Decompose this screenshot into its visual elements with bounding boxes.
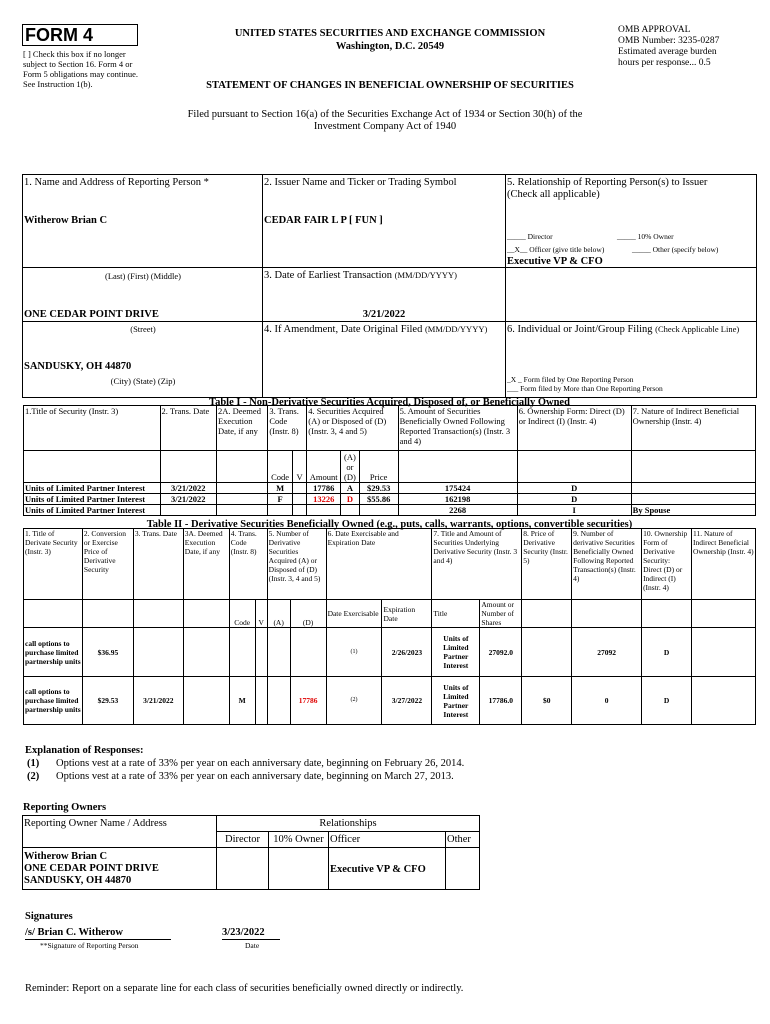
amend-label-text: 4. If Amendment, Date Original Filed [264,324,423,335]
t2-cell-deemed [183,677,229,725]
t2-cell-date [133,628,183,677]
t2-cell-nature [692,628,756,677]
t1-cell-date: 3/21/2022 [160,494,216,505]
omb-approval [618,25,758,69]
t1-cell-ad [341,505,359,516]
t2-sub-a: (A) [267,600,290,628]
t1-cell-nature: By Spouse [631,505,755,516]
t1-h2a: 2A. Deemed Execution Date, if any [216,406,267,451]
t2-cell-form: D [642,628,692,677]
owner-officer: Executive VP & CFO [330,864,426,875]
t1-sub-v: V [292,451,306,483]
filed-line: Filed pursuant to Section 16(a) of the Securities Exchange Act of 1934 or Section 30(h) of the [187,109,583,120]
t2-cell-dprice: $0 [522,677,572,725]
t2-h6: 6. Date Exercisable and Expiration Date [326,529,432,600]
t1-h5: 5. Amount of Securities Beneficially Owned Following Reported Transaction(s) (Instr. 3 and 4) [398,406,517,451]
t2-h5: 5. Number of Derivative Securities Acquired (A) or Disposed of (D) (Instr. 3, 4 and 5) [267,529,326,600]
t2-cell-owned: 27092 [572,628,642,677]
owner-name: Witherow Brian C [24,851,108,862]
t2-h7: 7. Title and Amount of Securities Underlying Derivative Security (Instr. 3 and 4) [432,529,522,600]
t1-h6: 6. Ownership Form: Direct (D) or Indirect (I) (Instr. 4) [517,406,631,451]
t1-cell-date [160,505,216,516]
owner-city: SANDUSKY, OH 44870 [24,875,132,886]
t1-cell-title: Units of Limited Partner Interest [24,494,161,505]
rel-officer: __X__ Officer (give title below) [507,245,605,254]
relationship-label [507,177,753,201]
explanation-title: Explanation of Responses: [25,745,144,756]
rel-director: _____ Director [507,232,553,241]
table-row [24,628,756,677]
rel-other: _____ Other (specify below) [632,245,719,254]
t2-cell-d [290,628,326,677]
rel-label: 5. Relationship of Reporting Person(s) to Issuer [507,177,708,188]
t2-cell-expiration: 3/27/2022 [382,677,432,725]
table1-title: Table I - Non-Derivative Securities Acquired, Disposed of, or Beneficially Owned [209,397,570,408]
t1-h4: 4. Securities Acquired (A) or Disposed of (D) (Instr. 3, 4 and 5) [307,406,398,451]
t1-cell-title: Units of Limited Partner Interest [24,505,161,516]
issuer-value: CEDAR FAIR L P [ FUN ] [264,215,383,226]
t2-cell-exercisable: (2) [326,677,382,725]
t2-sub-d: (D) [290,600,326,628]
street-value: ONE CEDAR POINT DRIVE [24,309,159,320]
table-row [24,677,756,725]
table-derivative [23,528,756,725]
t2-cell-code: M [229,677,255,725]
t1-cell-code: M [268,483,293,494]
t2-cell-a [267,677,290,725]
t1-cell-owned: 2268 [398,505,517,516]
date-label-text: 3. Date of Earliest Transaction [264,270,393,281]
reporting-person-section [22,174,757,398]
t1-cell-amount: 13226 [307,494,341,505]
t1-cell-price [359,505,398,516]
issuer-label: 2. Issuer Name and Ticker or Trading Symbol [264,177,457,188]
t2-cell-price: $29.53 [82,677,133,725]
t2-cell-title: call options to purchase limited partnership units [24,677,83,725]
t1-h3: 3. Trans. Code (Instr. 8) [268,406,307,451]
omb-line: Estimated average burden [618,47,717,57]
date-hint: (MM/DD/YYYY) [394,270,457,280]
t2-cell-owned: 0 [572,677,642,725]
t1-sub-amount: Amount [307,451,341,483]
table-row [24,505,756,516]
t1-cell-deemed [216,505,267,516]
owner-name-address [24,851,214,887]
omb-line: hours per response... 0.5 [618,58,711,68]
t2-cell-exercisable: (1) [326,628,382,677]
t1-cell-form: I [517,505,631,516]
filed-pursuant [120,109,650,133]
explanation-text: Options vest at a rate of 33% per year on each anniversary date, beginning on February 26, 2014. [56,758,465,769]
t2-h1: 1. Title of Derivate Security (Instr. 3) [24,529,83,600]
t1-h2: 2. Trans. Date [160,406,216,451]
t2-h4: 4. Trans. Code (Instr. 8) [229,529,267,600]
t1-cell-v [292,505,306,516]
t2-cell-expiration: 2/26/2023 [382,628,432,677]
t2-cell-title: call options to purchase limited partnership units [24,628,83,677]
statement-title: STATEMENT OF CHANGES IN BENEFICIAL OWNERSHIP OF SECURITIES [206,80,574,91]
t1-cell-v [292,483,306,494]
table2-title: Table II - Derivative Securities Beneficially Owned (e.g., puts, calls, warrants, options, convertible securities) [146,519,633,530]
t2-h2: 2. Conversion or Exercise Price of Derivative Security [82,529,133,600]
t2-h3a: 3A. Deemed Execution Date, if any [183,529,229,600]
t1-h7: 7. Nature of Indirect Beneficial Ownership (Instr. 4) [631,406,755,451]
t1-cell-nature [631,494,755,505]
owners-col-name: Reporting Owner Name / Address [24,818,167,829]
t2-sub-code: Code [229,600,255,628]
t2-cell-deemed [183,628,229,677]
t1-cell-ad: D [341,494,359,505]
t2-cell-v [255,628,267,677]
owners-title: Reporting Owners [23,802,107,813]
t2-cell-nature [692,677,756,725]
filing-label [507,324,753,336]
t1-cell-price: $55.86 [359,494,398,505]
street-sub: (Street) [130,324,156,334]
t2-cell-price: $36.95 [82,628,133,677]
t1-cell-deemed [216,494,267,505]
explanation-num: (2) [27,771,40,782]
signature-date: 3/23/2022 [222,927,265,938]
t1-cell-owned: 175424 [398,483,517,494]
t2-cell-dprice [522,628,572,677]
t1-cell-code [268,505,293,516]
name-label: 1. Name and Address of Reporting Person * [24,177,209,188]
rel-sub: (Check all applicable) [507,189,600,200]
signer-name: /s/ Brian C. Witherow [25,927,124,938]
t2-cell-form: D [642,677,692,725]
t2-cell-uamount: 27092.0 [480,628,522,677]
owners-col-officer: Officer [330,834,361,845]
date-caption: Date [245,941,260,950]
t1-sub-price: Price [359,451,398,483]
reporting-person-name: Witherow Brian C [24,215,108,226]
owners-col-other: Other [447,834,471,845]
explanation-num: (1) [27,758,40,769]
t2-h8: 8. Price of Derivative Security (Instr. 5) [522,529,572,600]
t1-h1: 1.Title of Security (Instr. 3) [24,406,161,451]
t2-cell-uamount: 17786.0 [480,677,522,725]
rel-title: Executive VP & CFO [507,256,603,267]
filing-more: ___ Form filed by More than One Reporting Person [507,384,663,393]
rel-10pct: _____ 10% Owner [617,232,674,241]
t2-h10: 10. Ownership Form of Derivative Security: Direct (D) or Indirect (I) (Instr. 4) [642,529,692,600]
t2-cell-utitle: Units of Limited Partner Interest [432,677,480,725]
t1-cell-nature [631,483,755,494]
form-title: FORM 4 [22,24,138,46]
t2-h11: 11. Nature of Indirect Beneficial Ownership (Instr. 4) [692,529,756,600]
t1-cell-amount: 17786 [307,483,341,494]
filing-hint: (Check Applicable Line) [655,324,740,334]
t2-cell-d: 17786 [290,677,326,725]
signatures-title: Signatures [25,911,73,922]
omb-line: OMB APPROVAL [618,25,691,35]
table-row [24,483,756,494]
t2-sub-expiration: Expiration Date [382,600,432,628]
city-sub: (City) (State) (Zip) [110,376,176,386]
date-label [264,270,457,282]
owner-street: ONE CEDAR POINT DRIVE [24,863,159,874]
explanation-text: Options vest at a rate of 33% per year on each anniversary date, beginning on March 27, 2013. [56,771,454,782]
owners-col-director: Director [225,834,260,845]
t1-cell-date: 3/21/2022 [160,483,216,494]
t2-cell-code [229,628,255,677]
t2-h9: 9. Number of derivative Securities Beneficially Owned Following Reported Transaction(s) (Instr. 4) [572,529,642,600]
t1-cell-form: D [517,494,631,505]
t2-cell-utitle: Units of Limited Partner Interest [432,628,480,677]
t1-sub-aord: (A) or (D) [341,451,359,483]
table-non-derivative [23,405,756,516]
t2-sub-v: V [255,600,267,628]
owners-col-10pct: 10% Owner [273,834,324,845]
t2-sub-exercisable: Date Exercisable [326,600,382,628]
t1-cell-title: Units of Limited Partner Interest [24,483,161,494]
t1-cell-owned: 162198 [398,494,517,505]
city-value: SANDUSKY, OH 44870 [24,361,132,372]
filed-line: Investment Company Act of 1940 [313,121,457,132]
t2-sub-amount: Amount or Number of Shares [480,600,522,628]
amend-label [264,324,487,336]
earliest-transaction-date: 3/21/2022 [362,309,406,320]
t2-h3: 3. Trans. Date [133,529,183,600]
agency-city: Washington, D.C. 20549 [335,41,445,52]
t1-sub-code: Code [268,451,293,483]
t2-cell-v [255,677,267,725]
t2-cell-a [267,628,290,677]
t2-cell-date: 3/21/2022 [133,677,183,725]
t1-cell-v [292,494,306,505]
amend-hint: (MM/DD/YYYY) [424,324,488,334]
t1-cell-deemed [216,483,267,494]
filing-label-text: 6. Individual or Joint/Group Filing [507,324,653,335]
signature-caption: **Signature of Reporting Person [40,941,139,950]
t1-cell-ad: A [341,483,359,494]
owners-col-relationships: Relationships [319,818,377,829]
reminder-text: Reminder: Report on a separate line for each class of securities beneficially owned directly or indirectly. [25,983,464,994]
name-sub: (Last) (First) (Middle) [104,271,181,281]
t1-cell-price: $29.53 [359,483,398,494]
t2-sub-title: Title [432,600,480,628]
omb-line: OMB Number: 3235-0287 [618,36,720,46]
filing-one: _X _ Form filed by One Reporting Person [507,375,634,384]
table-row [24,494,756,505]
check-box-text: [ ] Check this box if no longer subject to Section 16. Form 4 or Form 5 obligations may continue. See Instruction 1(b). [23,49,138,89]
t1-cell-code: F [268,494,293,505]
agency-name: UNITED STATES SECURITIES AND EXCHANGE COMMISSION [234,28,546,39]
t1-cell-form: D [517,483,631,494]
t1-cell-amount [307,505,341,516]
